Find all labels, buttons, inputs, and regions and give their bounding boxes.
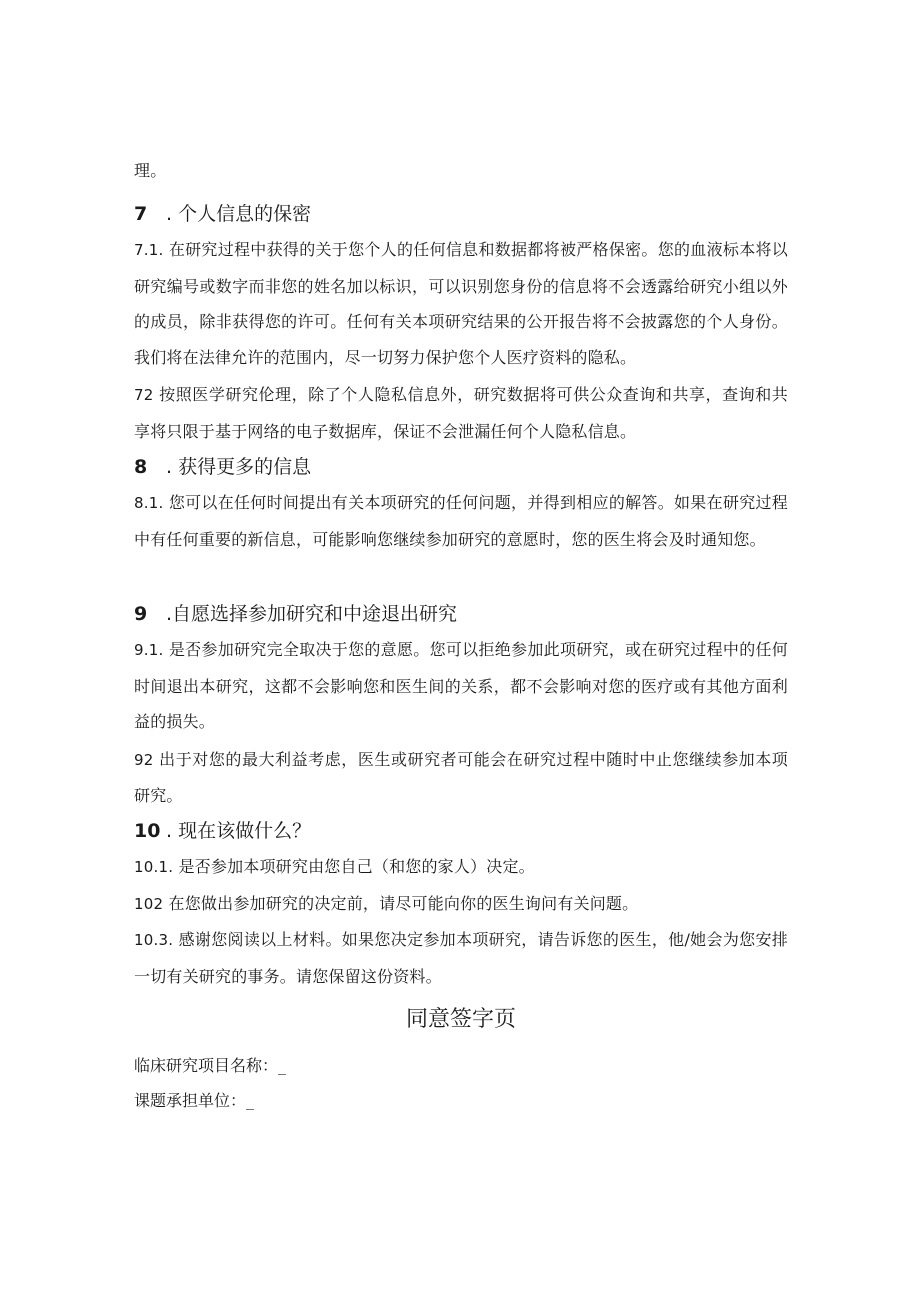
paragraph-7-1: [134, 232, 788, 375]
paragraph-10-1-number: 10.1.: [134, 858, 174, 876]
paragraph-7-2-number: 72: [134, 386, 154, 404]
section-8-title: . 获得更多的信息: [166, 456, 312, 478]
unit-field[interactable]: 课题承担单位：_: [134, 1091, 255, 1110]
section-9: [134, 596, 788, 814]
section-10-heading: [134, 813, 788, 849]
paragraph-8-1: [134, 485, 788, 557]
paragraph-7-2: [134, 377, 788, 449]
paragraph-10-1-text: 是否参加本项研究由您自己（和您的家人）决定。: [178, 857, 535, 876]
paragraph-10-2: [134, 886, 788, 923]
section-8: [134, 449, 788, 557]
section-10: [134, 813, 788, 994]
paragraph-7-1-number: 7.1.: [134, 241, 164, 259]
section-7-heading: [134, 196, 788, 232]
consent-title: 同意签字页: [405, 1007, 516, 1032]
paragraph-7-2-text: 按照医学研究伦理，除了个人隐私信息外，研究数据将可供公众查询和共享，查询和共享将只限于基于网络的电子数据库，保证不会泄漏任何个人隐私信息。: [134, 385, 788, 441]
paragraph-9-2-text: 出于对您的最大利益考虑，医生或研究者可能会在研究过程中随时中止您继续参加本项研究。: [134, 749, 788, 805]
section-8-number: 8: [134, 456, 148, 478]
continuation-line: 理。: [134, 161, 167, 180]
paragraph-8-1-number: 8.1.: [134, 494, 164, 512]
paragraph-8-1-text: 您可以在任何时间提出有关本项研究的任何问题，并得到相应的解答。如果在研究过程中有任何重要的新信息，可能影响您继续参加研究的意愿时，您的医生将会及时通知您。: [134, 493, 788, 549]
paragraph-7-1-text: 在研究过程中获得的关于您个人的任何信息和数据都将被严格保密。您的血液标本将以研究编号或数字而非您的姓名加以标识，可以识别您身份的信息将不会透露给研究小组以外的成员，除非获得您的许可。任何有关本项研究结果的公开报告将不会披露您的个人身份。我们将在法律允许的范围内，尽一切努力保护您个人医疗资料的隐私。: [134, 240, 788, 367]
paragraph-9-1: [134, 632, 788, 740]
paragraph-10-3-number: 10.3.: [134, 931, 174, 949]
paragraph-10-2-number: 102: [134, 894, 164, 913]
section-8-heading: [134, 449, 788, 485]
section-7-number: 7: [134, 203, 148, 225]
paragraph-9-1-text: 是否参加研究完全取决于您的意愿。您可以拒绝参加此项研究，或在研究过程中的任何时间退出本研究，这都不会影响您和医生间的关系，都不会影响对您的医疗或有其他方面利益的损失。: [134, 640, 788, 731]
paragraph-10-2-text: 在您做出参加研究的决定前，请尽可能向你的医生询问有关问题。: [168, 893, 639, 913]
section-9-number: 9: [134, 603, 148, 625]
paragraph-10-1: [134, 849, 788, 886]
section-9-title: .自愿选择参加研究和中途退出研究: [166, 603, 458, 625]
paragraph-9-2: [134, 742, 788, 814]
section-10-number: 10: [134, 820, 161, 842]
project-name-field[interactable]: 临床研究项目名称：_: [134, 1056, 287, 1075]
paragraph-10-3: [134, 922, 788, 994]
section-7: [134, 196, 788, 449]
paragraph-9-1-number: 9.1.: [134, 641, 164, 659]
paragraph-10-3-text: 感谢您阅读以上材料。如果您决定参加本项研究，请告诉您的医生，他/她会为您安排一切有关研究的事务。请您保留这份资料。: [134, 930, 788, 986]
section-7-title: . 个人信息的保密: [166, 203, 312, 225]
section-10-title: . 现在该做什么？: [166, 820, 312, 842]
paragraph-9-2-number: 92: [134, 750, 154, 769]
section-9-heading: [134, 596, 788, 632]
